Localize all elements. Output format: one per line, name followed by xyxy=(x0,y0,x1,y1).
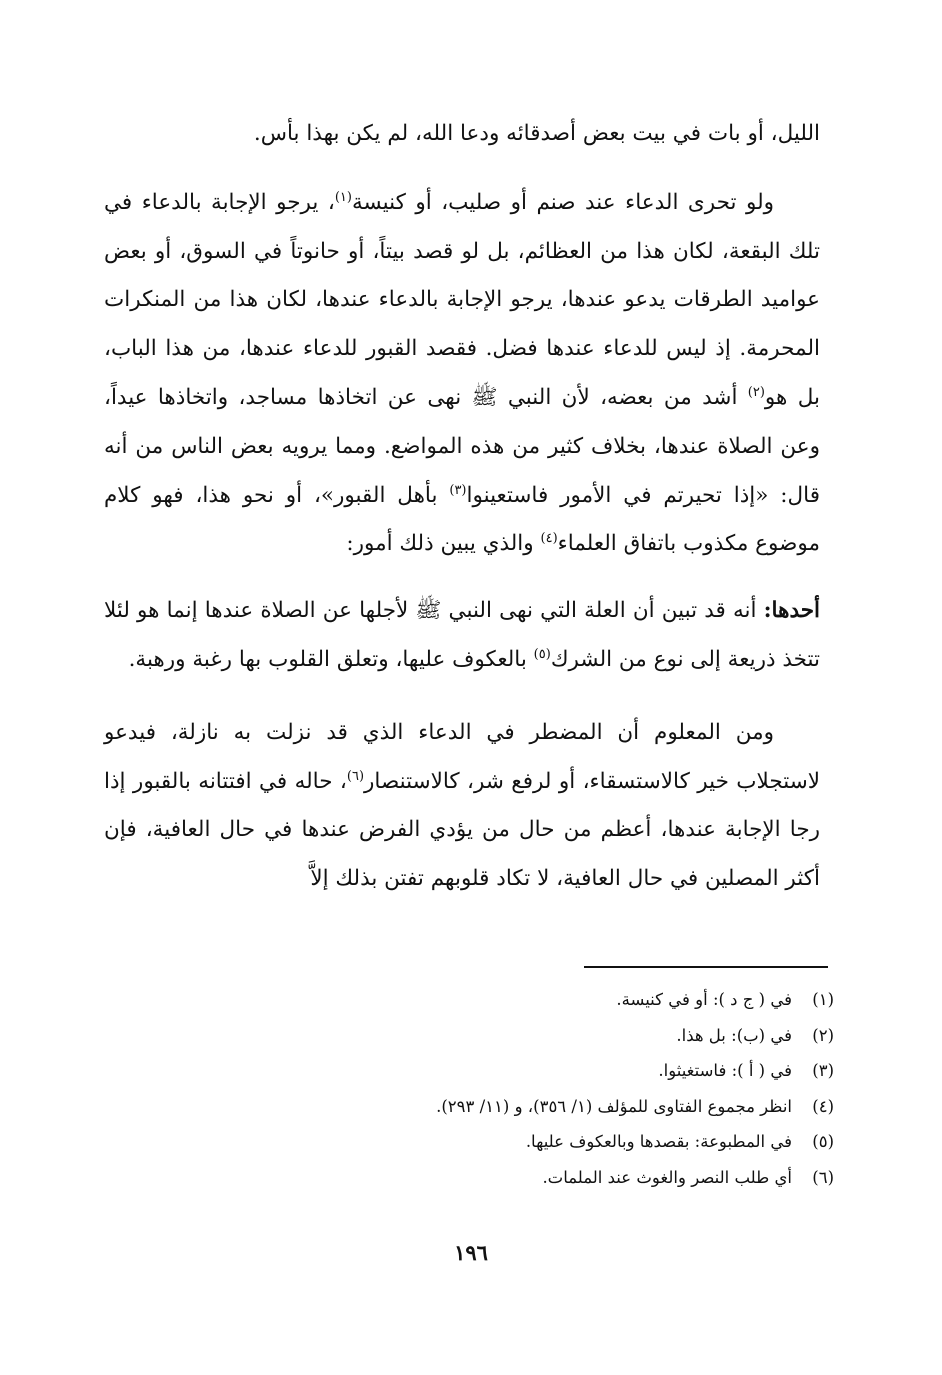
paragraph-3-lead: أحدها: xyxy=(763,598,820,624)
footnote-text: انظر مجموع الفتاوى للمؤلف (١/ ٣٥٦)، و (١١/ ٢٩٣). xyxy=(436,1096,792,1116)
paragraph-2-segment: والذي يبين ذلك أمور: xyxy=(346,531,541,557)
footnote-divider xyxy=(584,966,828,968)
footnote-ref-2[interactable]: (٢) xyxy=(747,384,765,400)
footnote-number: (٦) xyxy=(812,1167,834,1187)
paragraph-3 xyxy=(104,587,820,685)
footnote-text: في ( أ ): فاستغيثوا. xyxy=(658,1061,792,1080)
paragraph-2-segment: ولو تحرى الدعاء عند صنم أو صليب، أو كنيسة xyxy=(351,189,774,215)
main-text xyxy=(104,110,820,904)
footnote-item xyxy=(104,1089,834,1125)
footnote-text: في (ب): بل هذا. xyxy=(676,1025,792,1045)
footnote-ref-1[interactable]: (١) xyxy=(334,189,352,205)
paragraph-2-segment: ، يرجو الإجابة بالدعاء في تلك البقعة، لكان هذا من العظائم، بل لو قصد بيتاً، أو حانوتاً في السوق، أو بعض عواميد الطرقات يدعو عندها، يرجو الإجابة بالدعاء عندها، لكان هذا من المنكرات المحرمة. إذ ليس للدعاء عندها فضل. فقصد القبور للدعاء عندها، من هذا الباب، بل هو xyxy=(104,189,820,410)
footnote-number: (٥) xyxy=(812,1132,834,1151)
paragraph-4-segment: ومن المعلوم أن المضطر في الدعاء الذي قد نزلت به نازلة، فيدعو لاستجلاب خير كالاستسقاء، أو لرفع شر، كالاستنصار xyxy=(104,719,820,794)
footnote-item xyxy=(104,1160,834,1196)
footnote-text: في ( ج د ): أو في كنيسة. xyxy=(616,990,792,1009)
footnote-item xyxy=(104,1053,834,1089)
paragraph-1-text: الليل، أو بات في بيت بعض أصدقائه ودعا الله، لم يكن بهذا بأس. xyxy=(253,121,820,146)
footnotes-list xyxy=(104,982,834,1195)
paragraph-2-segment: بأهل القبور»، أو نحو هذا، فهو كلام موضوع مكذوب باتفاق العلماء xyxy=(104,482,820,557)
footnote-number: (٢) xyxy=(812,1025,834,1045)
footnote-text: أي طلب النصر والغوث عند الملمات. xyxy=(542,1167,792,1187)
footnote-item xyxy=(104,1018,834,1054)
footnote-ref-4[interactable]: (٤) xyxy=(540,531,558,547)
paragraph-3-segment: أنه قد تبين أن العلة التي نهى النبي ﷺ لأجلها عن الصلاة عندها إنما هو لئلا تتخذ ذريعة إلى نوع من الشرك xyxy=(104,598,820,672)
page-number: ١٩٦ xyxy=(454,1240,488,1265)
footnote-item xyxy=(104,982,834,1018)
paragraph-2-segment: أشد من بعضه، لأن النبي ﷺ نهى عن اتخاذها مساجد، واتخاذها عيداً، وعن الصلاة عندها، بخلاف كثير من هذه المواضع. ومما يرويه بعض الناس من أنه قال: «إذا تحيرتم في الأمور فاستعينوا xyxy=(104,384,820,508)
footnote-number: (١) xyxy=(812,990,834,1009)
footnote-ref-6[interactable]: (٦) xyxy=(346,768,365,784)
paragraph-4 xyxy=(104,709,820,904)
footnote-ref-5[interactable]: (٥) xyxy=(533,646,551,662)
paragraph-2 xyxy=(104,179,820,569)
footnote-number: (٣) xyxy=(812,1061,834,1080)
footnote-ref-3[interactable]: (٣) xyxy=(449,482,467,498)
paragraph-1 xyxy=(104,110,820,159)
footnote-text: في المطبوعة: بقصدها وبالعكوف عليها. xyxy=(525,1132,792,1151)
paragraph-3-segment: بالعكوف عليها، وتعلق القلوب بها رغبة ورهبة. xyxy=(128,646,534,672)
footnote-item xyxy=(104,1124,834,1160)
footnote-number: (٤) xyxy=(812,1096,834,1116)
paragraph-4-segment: ، حاله في افتتانه بالقبور إذا رجا الإجابة عندها، أعظم من حال من يؤدي الفرض عندها في حال العافية، فإن أكثر المصلين في حال العافية، لا تكاد قلوبهم تفتن بذلك إلاَّ xyxy=(104,768,820,892)
